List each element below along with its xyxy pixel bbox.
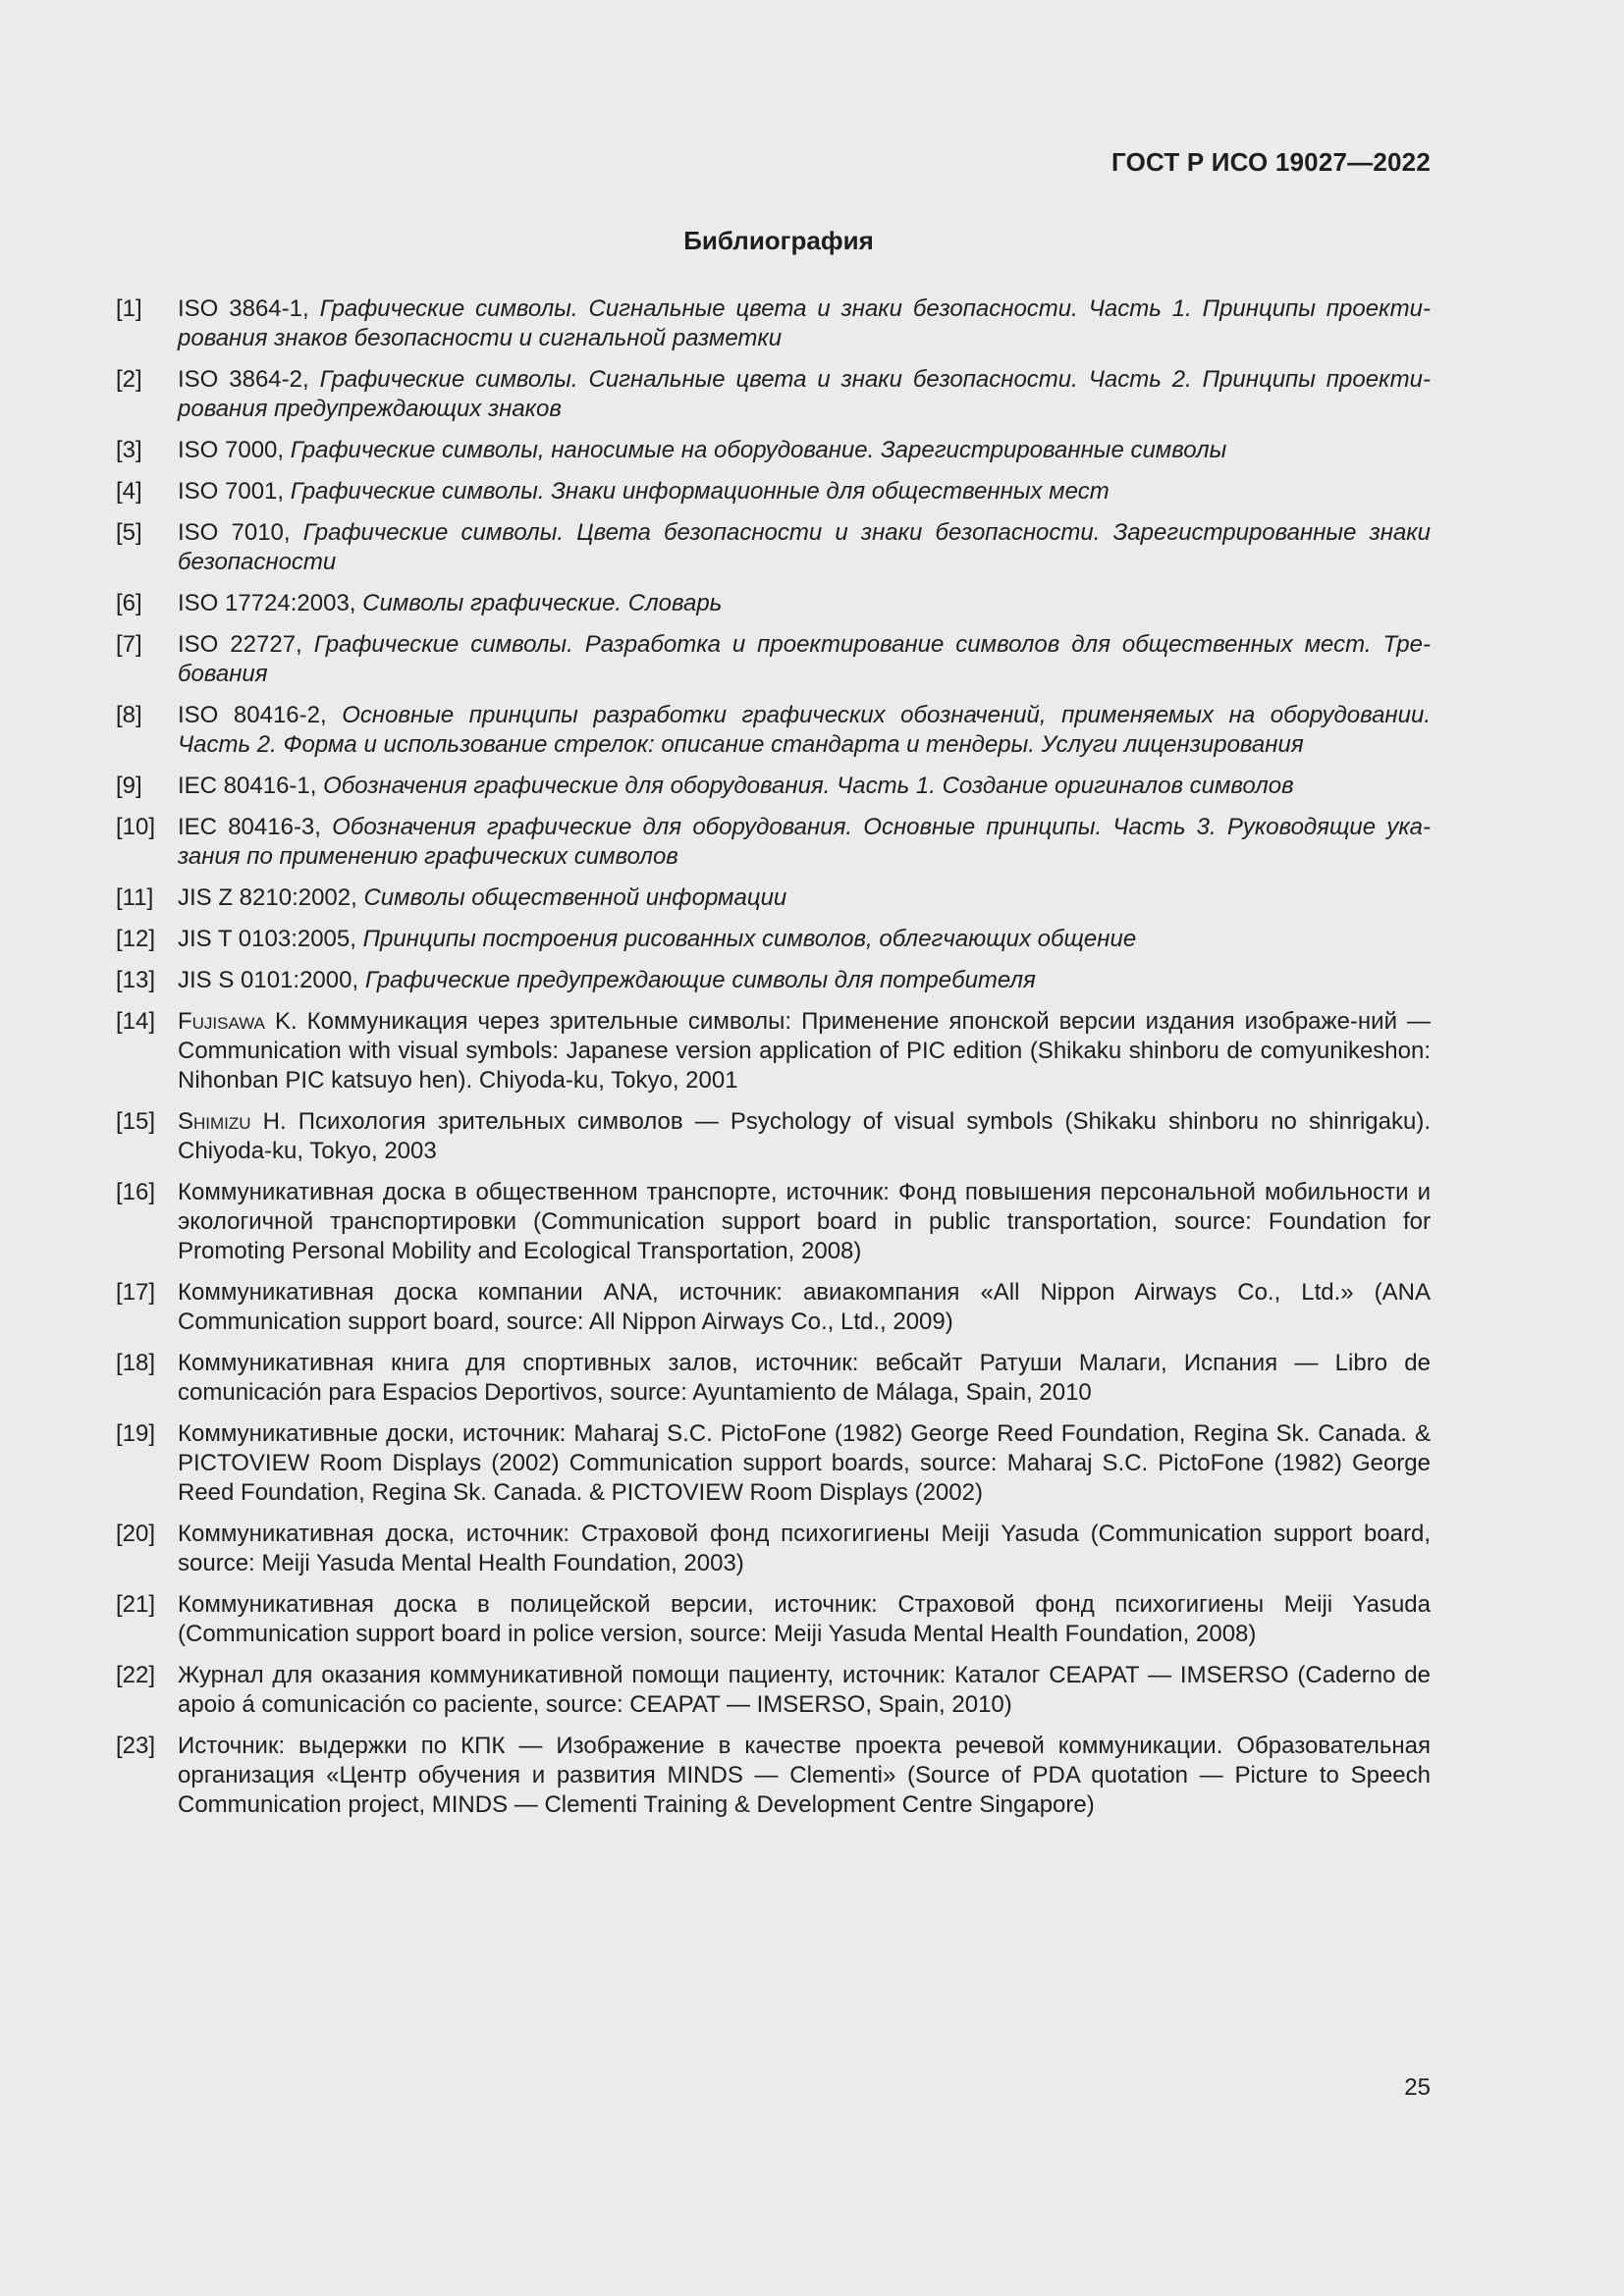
entry-text — [178, 1278, 1431, 1337]
reference-description: Коммуникативная доска в общественном транспорте, источник: Фонд повышения персональной мобильности и экологичной транспортировки (Communication support board in public transportation, source: Foundation for Promoting Personal Mobility and Ecological Transportation, 2008) — [178, 1179, 1431, 1264]
entry-number: [5] — [116, 519, 142, 546]
entry-text — [178, 966, 1431, 995]
standard-code: ISO 22727, — [178, 631, 302, 658]
standard-title: Графические символы. Цвета безопасности и знаки безопасности. Зарегистрированные знаки безопасности — [178, 519, 1431, 575]
reference-description: Коммуникативная доска в полицейской версии, источник: Страховой фонд психогигиены Meiji Yasuda (Communication support board in police version, source: Meiji Yasuda Mental Health Foundation, 2008) — [178, 1591, 1431, 1647]
entry-number: [9] — [116, 773, 142, 799]
bibliography-entry — [116, 1590, 1431, 1649]
standard-code: ISO 3864-2, — [178, 366, 309, 393]
entry-number: [20] — [116, 1521, 156, 1547]
entry-text — [178, 1178, 1431, 1266]
entry-number: [23] — [116, 1733, 156, 1759]
bibliography-entry — [116, 294, 1431, 353]
entry-number: [1] — [116, 295, 142, 322]
entry-text — [178, 772, 1431, 801]
entry-text — [178, 589, 1431, 618]
bibliography-entry — [116, 701, 1431, 760]
author-name: Shimizu — [178, 1108, 251, 1135]
entry-text — [178, 1419, 1431, 1508]
entry-text — [178, 365, 1431, 424]
bibliography-entry — [116, 966, 1431, 995]
entry-text — [178, 436, 1431, 465]
standard-title: Основные принципы разработки графических обозначений, применяемых на оборудовании. Часть 2. Форма и использование стрелок: описание стандарта и тендеры. Услуги лицензирования — [178, 702, 1432, 758]
document-id: ГОСТ Р ИСО 19027—2022 — [1110, 147, 1431, 177]
entry-number: [18] — [116, 1350, 156, 1376]
entry-number: [15] — [116, 1108, 156, 1135]
standard-code: JIS T 0103:2005, — [178, 926, 356, 952]
entry-text — [178, 518, 1431, 577]
standard-code: ISO 7000, — [178, 437, 285, 463]
reference-description: Коммуникативные доски, источник: Maharaj S.C. PictoFone (1982) George Reed Foundation, Regina Sk. Canada. & PICTOVIEW Room Displays (2002) Communication support boards, source: Maharaj S.C. PictoFone (1982) George Reed Foundation, Regina Sk. Canada. & PICTOVIEW Room Displays (2002) — [178, 1420, 1431, 1506]
bibliography-entry — [116, 883, 1431, 913]
entry-number: [21] — [116, 1591, 156, 1618]
bibliography-entry — [116, 518, 1431, 577]
reference-description: Коммуникативная книга для спортивных залов, источник: вебсайт Ратуши Малаги, Испания — Libro de comunicación para Espacios Deportivos, source: Ayuntamiento de Málaga, Spain, 2010 — [178, 1350, 1431, 1406]
author-name: Fujisawa — [178, 1008, 265, 1035]
standard-code: IEC 80416-1, — [178, 773, 317, 799]
bibliography-entry — [116, 1178, 1431, 1266]
entry-number: [14] — [116, 1008, 156, 1035]
entry-number: [7] — [116, 631, 142, 658]
entry-text — [178, 1520, 1431, 1578]
entry-text — [178, 294, 1431, 353]
entry-text — [178, 701, 1431, 760]
standard-title: Обозначения графические для оборудования. Основные принципы. Часть 3. Руководящие ука-зания по применению графических символов — [178, 814, 1431, 870]
page-title: Библиография — [683, 226, 874, 255]
standard-code: JIS Z 8210:2002, — [178, 884, 357, 911]
entry-number: [22] — [116, 1662, 156, 1688]
entry-text — [178, 813, 1431, 872]
entry-number: [4] — [116, 478, 142, 505]
entry-number: [3] — [116, 437, 142, 463]
entry-text — [178, 1661, 1431, 1720]
standard-title: Графические символы. Разработка и проектирование символов для общественных мест. Тре-бования — [178, 631, 1431, 687]
reference-description: Коммуникативная доска компании ANA, источник: авиакомпания «All Nippon Airways Co., Ltd.» (ANA Communication support board, source: All Nippon Airways Co., Ltd., 2009) — [178, 1279, 1431, 1335]
bibliography-entry — [116, 925, 1431, 954]
reference-description: H. Психология зрительных символов — Psychology of visual symbols (Shikaku shinboru no shinrigaku). Chiyoda-ku, Tokyo, 2003 — [178, 1108, 1431, 1164]
bibliography-entry — [116, 436, 1431, 465]
bibliography-entry — [116, 1278, 1431, 1337]
reference-description: K. Коммуникация через зрительные символы: Применение японской версии издания изображе-ний — Communication with visual symbols: Japanese version application of PIC edition (Shikaku shinboru de comyunikeshon: Nihonban PIC katsuyo hen). Chiyoda-ku, Tokyo, 2001 — [178, 1008, 1431, 1094]
standard-code: IEC 80416-3, — [178, 814, 321, 840]
standard-code: ISO 17724:2003, — [178, 590, 356, 616]
entry-number: [10] — [116, 814, 156, 840]
standard-code: ISO 7010, — [178, 519, 291, 546]
bibliography-list — [116, 294, 1431, 1832]
standard-title: Символы общественной информации — [363, 884, 787, 911]
entry-number: [16] — [116, 1179, 156, 1205]
entry-number: [11] — [116, 884, 154, 911]
standard-title: Графические символы, наносимые на оборудование. Зарегистрированные символы — [290, 437, 1227, 463]
page-number: 25 — [1404, 2074, 1431, 2101]
bibliography-entry — [116, 589, 1431, 618]
entry-number: [17] — [116, 1279, 156, 1306]
bibliography-entry — [116, 1419, 1431, 1508]
bibliography-entry — [116, 1107, 1431, 1166]
bibliography-entry — [116, 1007, 1431, 1095]
bibliography-entry — [116, 477, 1431, 507]
entry-text — [178, 1007, 1431, 1095]
standard-title: Принципы построения рисованных символов, облегчающих общение — [362, 926, 1137, 952]
entry-number: [6] — [116, 590, 142, 616]
entry-text — [178, 925, 1431, 954]
entry-number: [12] — [116, 926, 156, 952]
bibliography-entry — [116, 813, 1431, 872]
standard-code: ISO 80416-2, — [178, 702, 327, 728]
bibliography-entry — [116, 365, 1431, 424]
standard-code: ISO 3864-1, — [178, 295, 309, 322]
entry-number: [13] — [116, 967, 156, 993]
standard-title: Графические символы. Знаки информационные для общественных мест — [290, 478, 1110, 505]
entry-text — [178, 1349, 1431, 1408]
entry-text — [178, 477, 1431, 507]
reference-description: Журнал для оказания коммуникативной помощи пациенту, источник: Каталог CEAPAT — IMSERSO (Caderno de apoio á comunicación co paciente, source: CEAPAT — IMSERSO, Spain, 2010) — [178, 1662, 1431, 1718]
bibliography-entry — [116, 1520, 1431, 1578]
bibliography-entry — [116, 1661, 1431, 1720]
standard-title: Обозначения графические для оборудования. Часть 1. Создание оригиналов символов — [323, 773, 1294, 799]
entry-number: [19] — [116, 1420, 156, 1447]
entry-text — [178, 1590, 1431, 1649]
bibliography-entry — [116, 1349, 1431, 1408]
standard-title: Графические символы. Сигнальные цвета и знаки безопасности. Часть 2. Принципы проекти-рования предупреждающих знаков — [178, 366, 1431, 422]
bibliography-entry — [116, 1732, 1431, 1820]
entry-text — [178, 1732, 1431, 1820]
standard-title: Символы графические. Словарь — [362, 590, 723, 616]
bibliography-entry — [116, 630, 1431, 689]
standard-code: ISO 7001, — [178, 478, 285, 505]
entry-text — [178, 1107, 1431, 1166]
bibliography-entry — [116, 772, 1431, 801]
entry-text — [178, 630, 1431, 689]
entry-number: [8] — [116, 702, 142, 728]
standard-title: Графические предупреждающие символы для потребителя — [364, 967, 1036, 993]
entry-number: [2] — [116, 366, 142, 393]
standard-title: Графические символы. Сигнальные цвета и знаки безопасности. Часть 1. Принципы проекти-рования знаков безопасности и сигнальной разметки — [178, 295, 1431, 351]
entry-text — [178, 883, 1431, 913]
standard-code: JIS S 0101:2000, — [178, 967, 359, 993]
reference-description: Источник: выдержки по КПК — Изображение в качестве проекта речевой коммуникации. Образовательная организация «Центр обучения и развития MINDS — Clementi» (Source of PDA quotation — Picture to Speech Communication project, MINDS — Clementi Training & Development Centre Singapore) — [178, 1733, 1431, 1818]
reference-description: Коммуникативная доска, источник: Страховой фонд психогигиены Meiji Yasuda (Communication support board, source: Meiji Yasuda Mental Health Foundation, 2003) — [178, 1521, 1431, 1576]
